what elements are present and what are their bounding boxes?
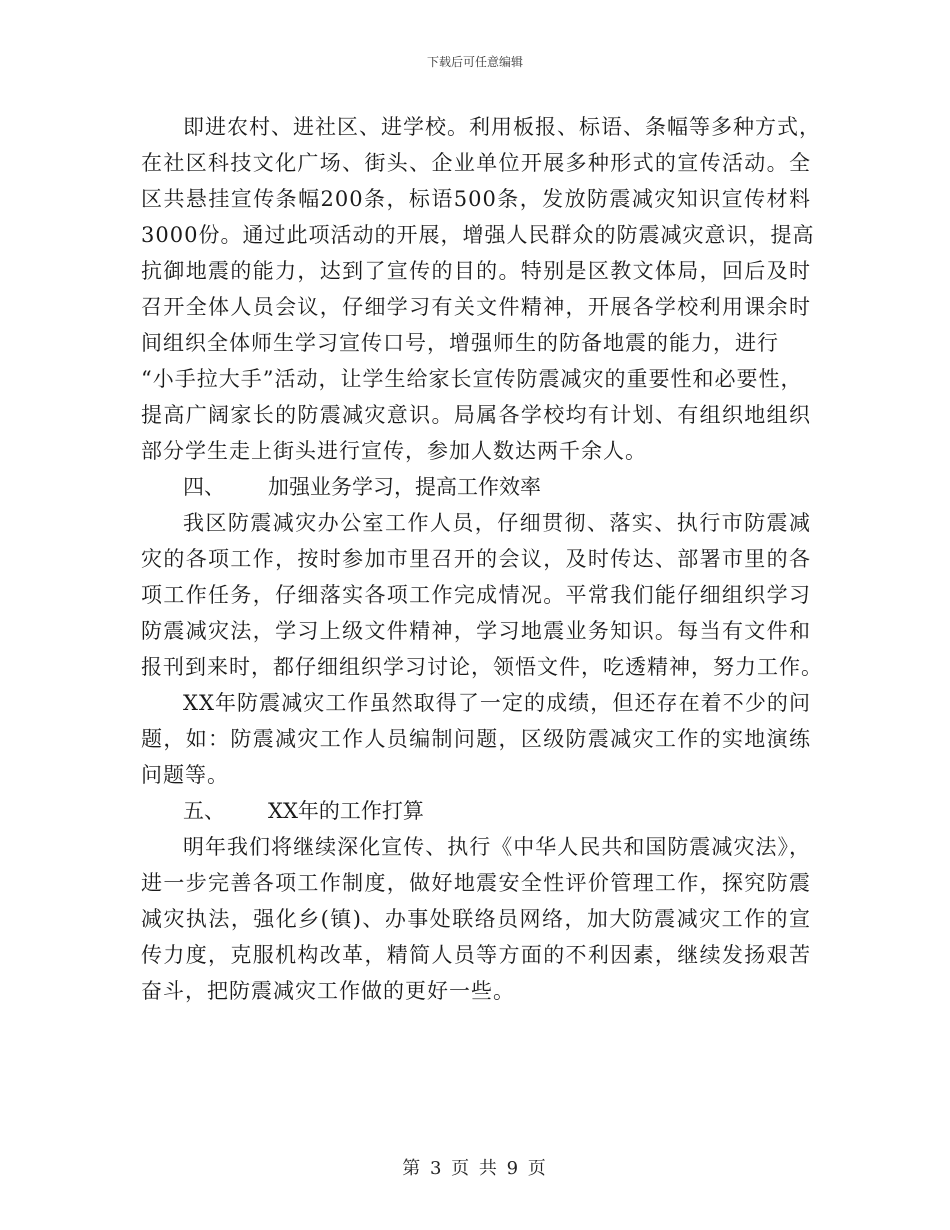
text-line: 减灾执法，强化乡(镇)、办事处联络员网络，加大防震减灾工作的宣 <box>141 907 811 931</box>
text-line: 提高广阔家长的防震减灾意识。局属各学校均有计划、有组织地组织 <box>141 403 811 427</box>
text-line: 奋斗，把防震减灾工作做的更好一些。 <box>141 979 515 1003</box>
text-line: 3000份。通过此项活动的开展，增强人民群众的防震减灾意识，提高 <box>141 223 815 247</box>
text-line: 抗御地震的能力，达到了宣传的目的。特别是区教文体局，回后及时 <box>141 259 811 283</box>
text-line: 报刊到来时，都仔细组织学习讨论，领悟文件，吃透精神，努力工作。 <box>141 655 823 679</box>
document-body <box>141 109 823 1009</box>
text-line: XX年防震减灾工作虽然取得了一定的成绩，但还存在着不少的问 <box>183 691 811 715</box>
text-line: 进一步完善各项工作制度，做好地震安全性评价管理工作，探究防震 <box>141 871 811 895</box>
text-line: 召开全体人员会议，仔细学习有关文件精神，开展各学校利用课余时 <box>141 295 811 319</box>
section-heading-5 <box>141 793 811 829</box>
text-line: “小手拉大手”活动，让学生给家长宣传防震减灾的重要性和必要性， <box>141 367 803 391</box>
page-footer: 第 3 页 共 9 页 <box>402 1158 548 1179</box>
page-header: 下载后可任意编辑 <box>426 55 523 69</box>
text-line: 传力度，克服机构改革，精简人员等方面的不利因素，继续发扬艰苦 <box>141 943 811 967</box>
text-line: 即进农村、进社区、进学校。利用板报、标语、条幅等多种方式， <box>183 115 821 139</box>
paragraph-study <box>141 505 823 685</box>
text-line: 我区防震减灾办公室工作人员，仔细贯彻、落实、执行市防震减 <box>183 511 811 535</box>
text-line: 灾的各项工作，按时参加市里召开的会议，及时传达、部署市里的各 <box>141 547 811 571</box>
text-line: 部分学生走上街头进行宣传，参加人数达两千余人。 <box>141 439 647 463</box>
section-title: XX年的工作打算 <box>268 799 424 823</box>
text-line: 在社区科技文化广场、街头、企业单位开展多种形式的宣传活动。全 <box>141 151 811 175</box>
section-number: 五、 <box>183 799 225 823</box>
text-line: 问题等。 <box>141 763 229 787</box>
section-number: 四、 <box>183 475 225 499</box>
paragraph-problems <box>141 685 811 793</box>
section-title: 加强业务学习，提高工作效率 <box>268 475 541 499</box>
text-line: 区共悬挂宣传条幅200条，标语500条，发放防震减灾知识宣传材料 <box>141 187 811 211</box>
text-line: 项工作任务，仔细落实各项工作完成情况。平常我们能仔细组织学习 <box>141 583 811 607</box>
text-line: 明年我们将继续深化宣传、执行《中华人民共和国防震减灾法》， <box>183 835 811 859</box>
text-line: 间组织全体师生学习宣传口号，增强师生的防备地震的能力，进行 <box>141 331 779 355</box>
section-heading-4 <box>141 469 811 505</box>
paragraph-publicity <box>141 109 821 469</box>
text-line: 题，如：防震减灾工作人员编制问题，区级防震减灾工作的实地演练 <box>141 727 811 751</box>
paragraph-plan <box>141 829 811 1009</box>
text-line: 防震减灾法，学习上级文件精神，学习地震业务知识。每当有文件和 <box>141 619 811 643</box>
